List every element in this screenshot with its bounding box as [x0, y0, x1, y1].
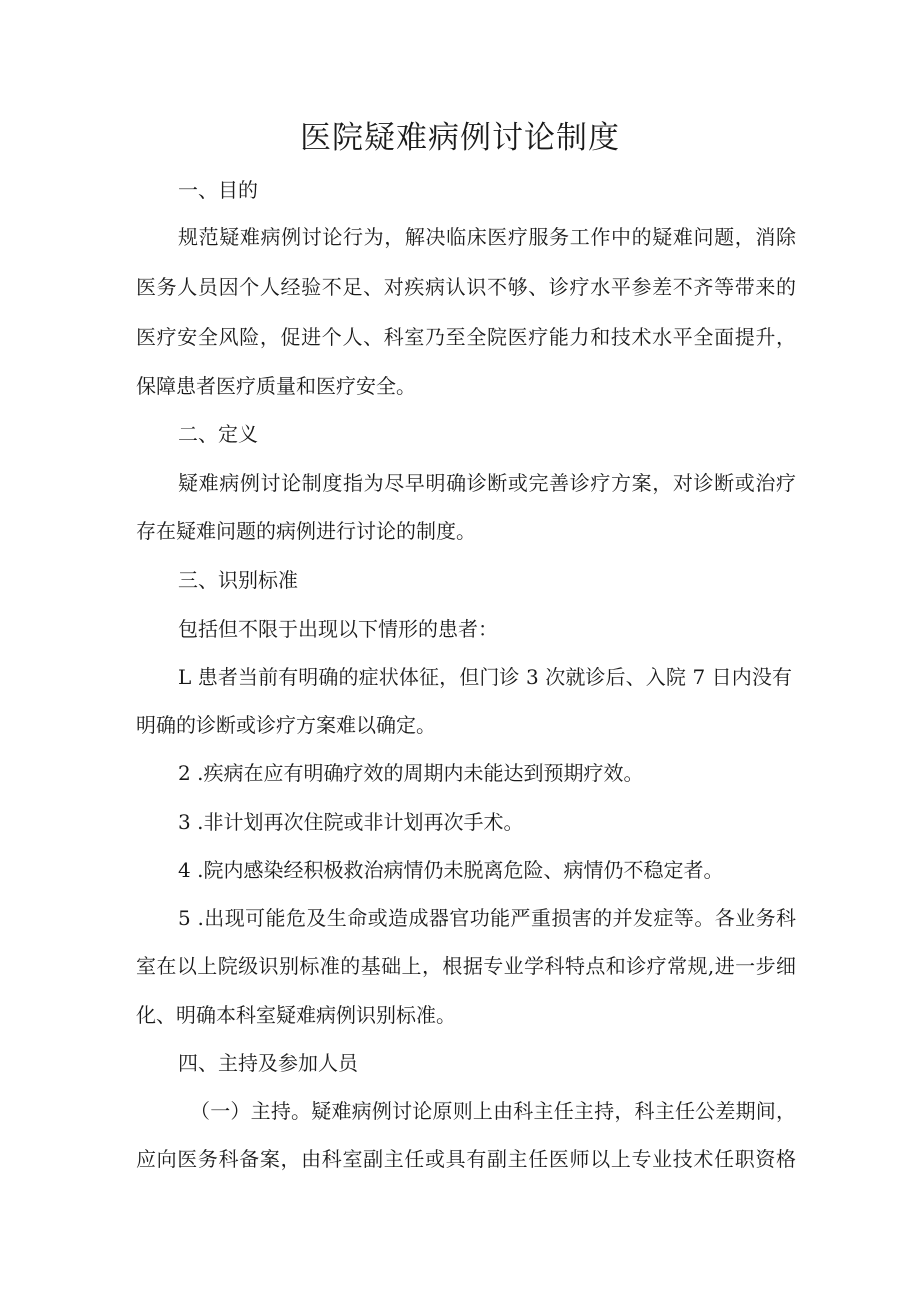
section-heading-purpose: 一、目的 — [178, 178, 258, 202]
paragraph-line: 化、明确本科室疑难病例识别标准。 — [136, 1003, 456, 1027]
list-item-line: 2 .疾病在应有明确疗效的周期内未能达到预期疗效。 — [178, 761, 644, 785]
paragraph-line: 应向医务科备案，由科室副主任或具有副主任医师以上专业技术任职资格 — [136, 1147, 796, 1171]
paragraph-line: 医务人员因个人经验不足、对疾病认识不够、诊疗水平参差不齐等带来的 — [136, 275, 796, 299]
paragraph-line: 规范疑难病例讨论行为，解决临床医疗服务工作中的疑难问题，消除 — [178, 225, 796, 249]
paragraph-line: （一）主持。疑难病例讨论原则上由科主任主持，科主任公差期间， — [190, 1099, 796, 1123]
list-item-line: 4 .院内感染经积极救治病情仍未脱离危险、病情仍不稳定者。 — [178, 858, 724, 882]
list-item-line: 5 .出现可能危及生命或造成器官功能严重损害的并发症等。各业务科 — [178, 906, 796, 930]
document-title: 医院疑难病例讨论制度 — [300, 120, 620, 156]
section-heading-criteria: 三、识别标准 — [178, 568, 298, 592]
list-item-line: L 患者当前有明确的症状体征，但门诊 3 次就诊后、入院 7 日内没有 — [178, 665, 792, 689]
section-heading-definition: 二、定义 — [178, 422, 258, 446]
paragraph-line: 疑难病例讨论制度指为尽早明确诊断或完善诊疗方案，对诊断或治疗 — [178, 471, 796, 495]
section-heading-participants: 四、主持及参加人员 — [178, 1051, 358, 1075]
list-item-line: 3 .非计划再次住院或非计划再次手术。 — [178, 810, 524, 834]
paragraph-line: 医疗安全风险，促进个人、科室乃至全院医疗能力和技术水平全面提升， — [136, 325, 796, 349]
paragraph-line: 包括但不限于出现以下情形的患者： — [178, 617, 498, 641]
list-item-line: 明确的诊断或诊疗方案难以确定。 — [136, 713, 436, 737]
paragraph-line: 室在以上院级识别标准的基础上，根据专业学科特点和诊疗常规,进一步细 — [136, 954, 796, 978]
paragraph-line: 存在疑难问题的病例进行讨论的制度。 — [136, 519, 476, 543]
paragraph-line: 保障患者医疗质量和医疗安全。 — [136, 374, 416, 398]
